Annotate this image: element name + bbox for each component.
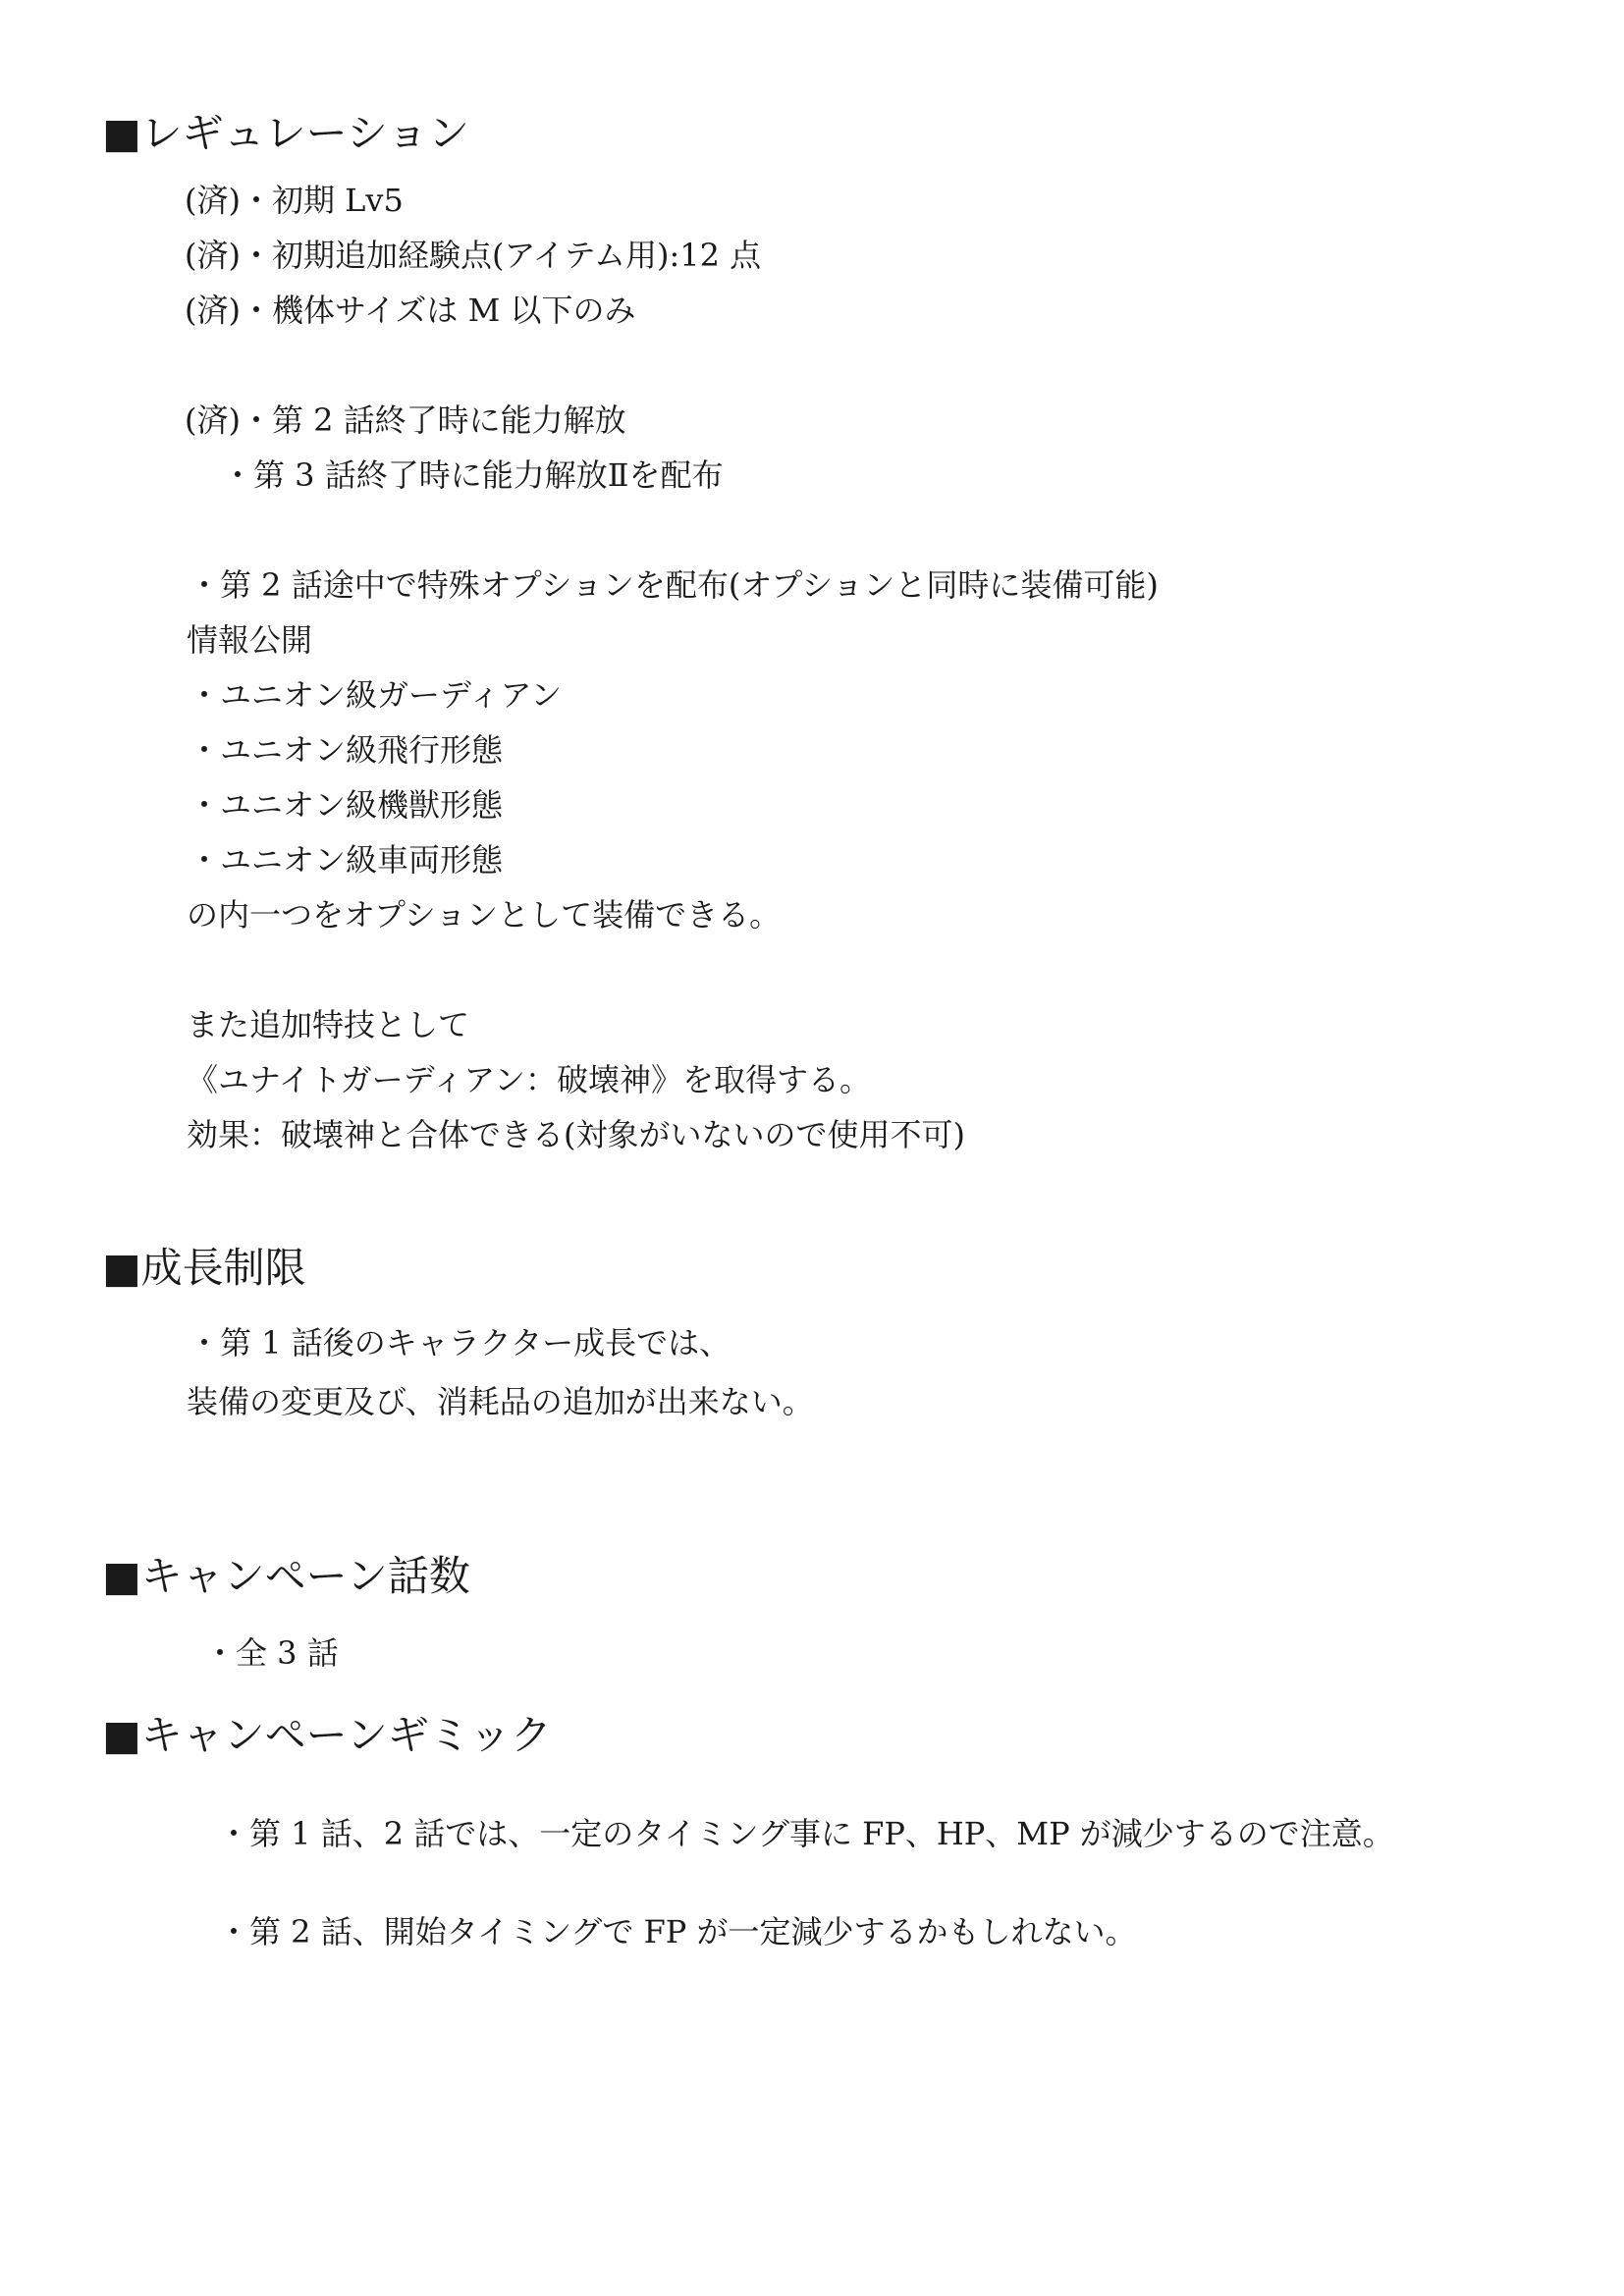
regulation-line: (済)・初期追加経験点(アイテム用):12 点 xyxy=(185,237,762,274)
regulation-line: (済)・初期 Lv5 xyxy=(185,182,404,219)
gimmick-heading: ■キャンペーンギミック xyxy=(102,1711,553,1759)
gimmick-line: ・第 1 話、2 話では、一定のタイミング事に FP、HP、MP が減少するので注意。 xyxy=(218,1815,1394,1852)
regulation-line: 情報公開 xyxy=(187,621,313,659)
gimmick-line: ・第 2 話、開始タイミングで FP が一定減少するかもしれない。 xyxy=(218,1913,1137,1950)
regulation-line: ・ユニオン級機獣形態 xyxy=(189,786,504,824)
regulation-line: ・ユニオン級飛行形態 xyxy=(189,731,504,769)
regulation-line: 《ユナイトガーディアン：破壊神》を取得する。 xyxy=(187,1061,871,1098)
regulation-line: また追加特技として xyxy=(187,1006,470,1043)
regulation-line: (済)・第 2 話終了時に能力解放 xyxy=(185,401,626,439)
episodes-heading: ■キャンペーン話数 xyxy=(102,1552,470,1600)
episodes-line: ・全 3 話 xyxy=(204,1634,339,1672)
growth-line: 装備の変更及び、消耗品の追加が出来ない。 xyxy=(187,1383,814,1420)
regulation-line: ・第 2 話途中で特殊オプションを配布(オプションと同時に装備可能) xyxy=(189,566,1159,604)
regulation-line: 効果：破壊神と合体できる(対象がいないので使用不可) xyxy=(187,1116,965,1153)
regulation-line: ・ユニオン級車両形態 xyxy=(189,841,504,879)
regulation-line: ・第 3 話終了時に能力解放Ⅱを配布 xyxy=(222,456,724,494)
regulation-line: の内一つをオプションとして装備できる。 xyxy=(187,896,782,934)
regulation-line: (済)・機体サイズは M 以下のみ xyxy=(185,292,636,329)
regulation-line: ・ユニオン級ガーディアン xyxy=(189,676,563,714)
regulation-heading: ■レギュレーション xyxy=(102,109,470,157)
growth-heading: ■成長制限 xyxy=(102,1244,306,1292)
growth-line: ・第 1 話後のキャラクター成長では、 xyxy=(189,1324,731,1362)
